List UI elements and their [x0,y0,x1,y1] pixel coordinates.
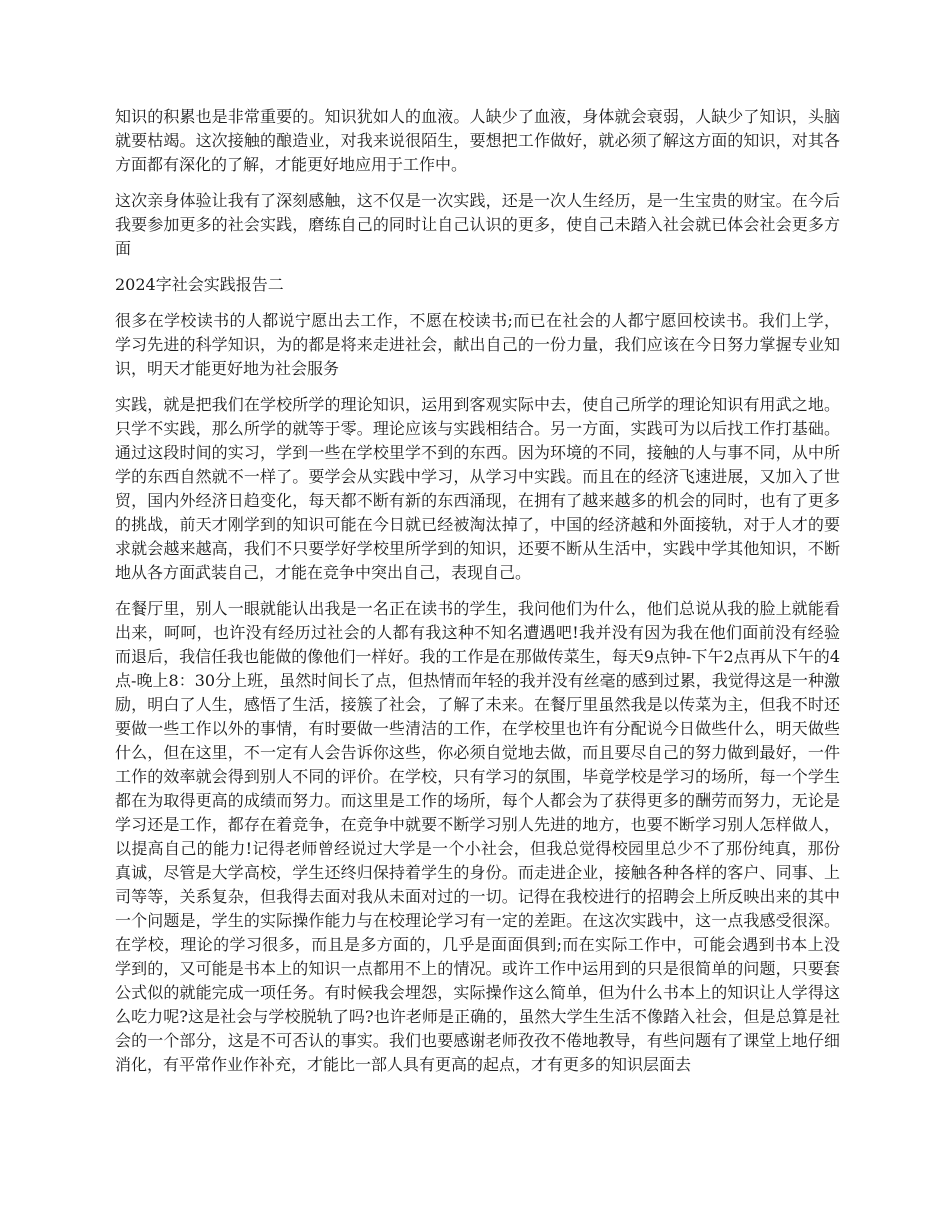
paragraph-restaurant: 在餐厅里，别人一眼就能认出我是一名正在读书的学生，我问他们为什么，他们总说从我的脸上就能看出来，呵呵，也许没有经历过社会的人都有我这种不知名遭遇吧!我并没有因为我在他们面前没有经验而退后，我信任我也能做的像他们一样好。我的工作是在那做传菜生，每天9点钟-下午2点再从下午的4点-晚上8：30分上班，虽然时间长了点，但热情而年轻的我并没有丝毫的感到过累，我觉得这是一种激励，明白了人生，感悟了生活，接簇了社会，了解了未来。在餐厅里虽然我是以传菜为主，但我不时还要做一些工作以外的事情，有时要做一些清洁的工作，在学校里也许有分配说今日做些什么，明天做些什么，但在这里，不一定有人会告诉你这些，你必须自觉地去做，而且要尽自己的努力做到最好，一件工作的效率就会得到别人不同的评价。在学校，只有学习的氛围，毕竟学校是学习的场所，每一个学生都在为取得更高的成绩而努力。而这里是工作的场所，每个人都会为了获得更多的酬劳而努力，无论是学习还是工作，都存在着竞争，在竞争中就要不断学习别人先进的地方，也要不断学习别人怎样做人，以提高自己的能力!记得老师曾经说过大学是一个小社会，但我总觉得校园里总少不了那份纯真，那份真诚，尽管是大学高校，学生还终归保持着学生的身份。而走进企业，接触各种各样的客户、同事、上司等等，关系复杂，但我得去面对我从未面对过的一切。记得在我校进行的招聘会上所反映出来的其中一个问题是，学生的实际操作能力与在校理论学习有一定的差距。在这次实践中，这一点我感受很深。在学校，理论的学习很多，而且是多方面的，几乎是面面俱到;而在实际工作中，可能会遇到书本上没学到的，又可能是书本上的知识一点都用不上的情况。或许工作中运用到的只是很简单的问题，只要套公式似的就能完成一项任务。有时候我会埋怨，实际操作这么简单，但为什么书本上的知识让人学得这么吃力呢?这是社会与学校脱轨了吗?也许老师是正确的，虽然大学生生活不像踏入社会，但是总算是社会的一个部分，这是不可否认的事实。我们也要感谢老师孜孜不倦地教导，有些问题有了课堂上地仔细消化，有平常作业作补充，才能比一部人具有更高的起点，才有更多的知识层面去 [115,599,840,1074]
paragraph-knowledge: 知识的积累也是非常重要的。知识犹如人的血液。人缺少了血液，身体就会衰弱，人缺少了知识，头脑就要枯竭。这次接触的酿造业，对我来说很陌生，要想把工作做好，就必须了解这方面的知识，对其各方面都有深化的了解，才能更好地应用于工作中。 [115,107,840,174]
section-heading: 2024字社会实践报告二 [115,275,284,294]
paragraph-study-vs-work: 很多在学校读书的人都说宁愿出去工作，不愿在校读书;而已在社会的人都宁愿回校读书。我们上学，学习先进的科学知识，为的都是将来走进社会，献出自己的一份力量，我们应该在今日努力掌握专业知识，明天才能更好地为社会服务 [115,311,840,378]
document-page [115,105,840,1089]
paragraph-practice: 实践，就是把我们在学校所学的理论知识，运用到客观实际中去，使自己所学的理论知识有用武之地。只学不实践，那么所学的就等于零。理论应该与实践相结合。另一方面，实践可为以后找工作打基础。通过这段时间的实习，学到一些在学校里学不到的东西。因为环境的不同，接触的人与事不同，从中所学的东西自然就不一样了。要学会从实践中学习，从学习中实践。而且在的经济飞速进展，又加入了世贸，国内外经济日趋变化，每天都不断有新的东西涌现，在拥有了越来越多的机会的同时，也有了更多的挑战，前天才刚学到的知识可能在今日就已经被淘汰掉了，中国的经济越和外面接轨，对于人才的要求就会越来越高，我们不只要学好学校里所学到的知识，还要不断从生活中，实践中学其他知识，不断地从各方面武装自己，才能在竞争中突出自己，表现自己。 [115,395,840,582]
paragraph-experience: 这次亲身体验让我有了深刻感触，这不仅是一次实践，还是一次人生经历，是一生宝贵的财宝。在今后我要参加更多的社会实践，磨练自己的同时让自己认识的更多，使自己未踏入社会就已体会社会更多方面 [115,191,840,258]
